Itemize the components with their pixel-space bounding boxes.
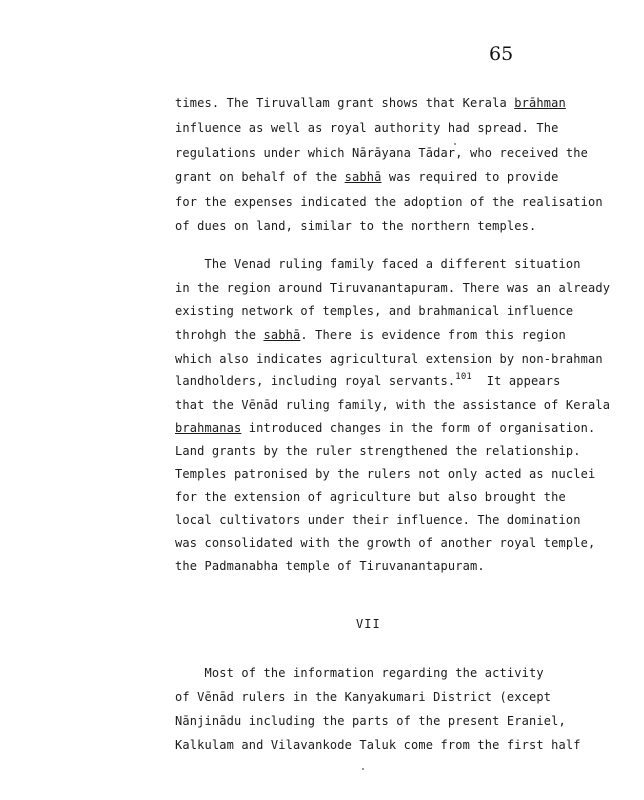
text-line: was consolidated with the growth of another royal temple, <box>175 536 596 550</box>
text-run: grant on behalf of the <box>175 170 345 184</box>
underlined-term: sabhā <box>263 328 301 342</box>
text-line: Temples patronised by the rulers not only acted as nuclei <box>175 467 596 481</box>
underlined-term: brāhman <box>514 96 566 110</box>
scan-speck <box>454 143 456 145</box>
text-line: existing network of temples, and brahmanical influence <box>175 304 574 318</box>
text-line <box>175 170 559 184</box>
text-line <box>175 96 566 110</box>
scan-speck <box>362 768 364 770</box>
text-run: introduced changes in the form of organisation. <box>241 421 596 435</box>
text-line: for the extension of agriculture but also brought the <box>175 490 566 504</box>
text-line <box>175 328 566 342</box>
section-heading: VII <box>356 617 381 631</box>
text-run: landholders, including royal servants. <box>175 374 456 388</box>
text-line: Kalkulam and Vilavankode Taluk come from the first half <box>175 738 581 752</box>
text-run: throhgh the <box>175 328 264 342</box>
text-line: in the region around Tiruvanantapuram. There was an already <box>175 281 611 295</box>
text-run: was required to provide <box>381 170 559 184</box>
footnote-reference: 101 <box>455 372 472 382</box>
page-number: 65 <box>489 43 514 65</box>
text-run: . There is evidence from this region <box>300 328 566 342</box>
text-line: which also indicates agricultural extension by non-brahman <box>175 352 603 366</box>
text-line: regulations under which Nārāyana Tādar, who received the <box>175 146 588 160</box>
text-line: influence as well as royal authority had spread. The <box>175 121 559 135</box>
text-run: It appears <box>471 374 561 388</box>
text-line <box>175 374 560 390</box>
text-line: Land grants by the ruler strengthened the relationship. <box>175 444 581 458</box>
underlined-term: brahmanas <box>175 421 242 435</box>
text-line <box>175 421 595 435</box>
underlined-term: sabhā <box>344 170 382 184</box>
text-line: of Vēnād rulers in the Kanyakumari District (except <box>175 690 552 704</box>
text-line: Nānjinādu including the parts of the present Eraniel, <box>175 714 566 728</box>
text-line: of dues on land, similar to the northern temples. <box>175 219 537 233</box>
text-line: Most of the information regarding the activity <box>175 666 544 680</box>
text-run: times. The Tiruvallam grant shows that Kerala <box>175 96 515 110</box>
text-line: for the expenses indicated the adoption of the realisation <box>175 195 603 209</box>
text-line: the Padmanabha temple of Tiruvanantapuram. <box>175 559 485 573</box>
text-line: that the Vēnād ruling family, with the assistance of Kerala <box>175 398 611 412</box>
text-line: The Venad ruling family faced a different situation <box>175 257 581 271</box>
text-line: local cultivators under their influence. The domination <box>175 513 581 527</box>
